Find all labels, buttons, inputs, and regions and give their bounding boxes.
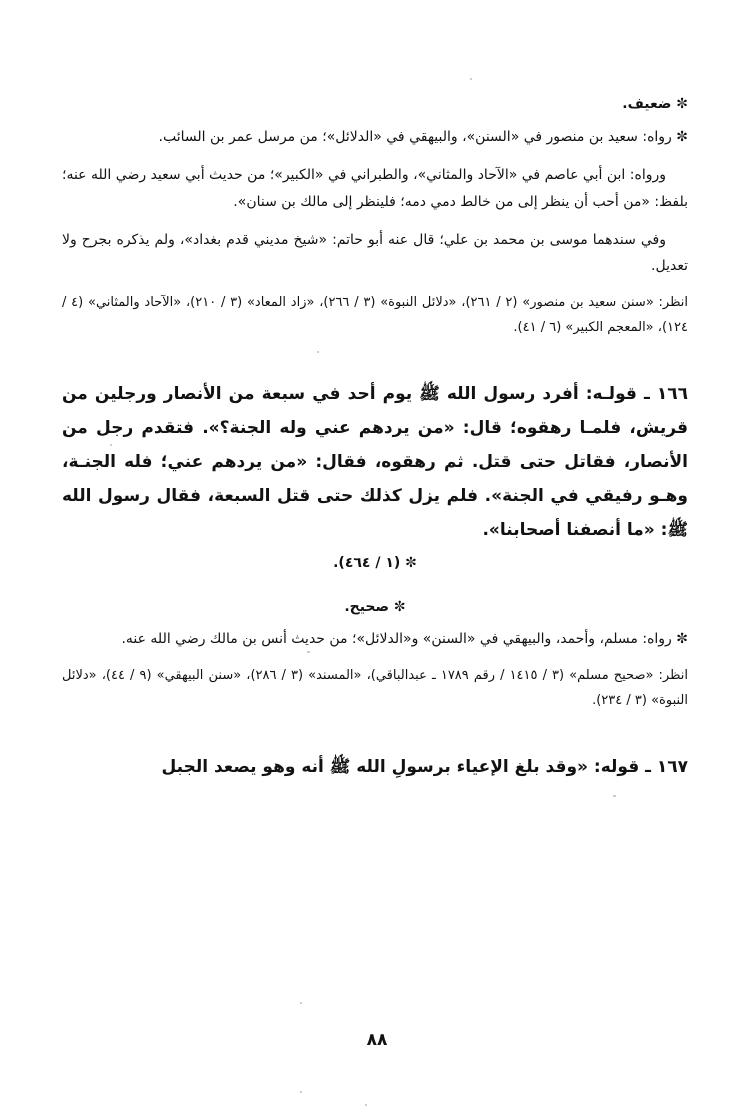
hadith-text-166: ١٦٦ ـ قولـه: أفرد رسول الله ﷺ يوم أحد في سبعة من الأنصار ورجلين من قريش، فلمـا رهقوه؛ قال: «من يردهم عني وله الجنة؟». فتقدم رجل من الأنصار، فقاتل حتى قتل. ثم رهقوه، فقال: «من يردهم عني؛ فله الجنـة، وهـو رفيقي في الجنة». فلم يزل كذلك حتى قتل السبعة، فقال رسول الله ﷺ: «ما أنصفنا أصحابنا». (62, 383, 688, 540)
scan-speck (365, 1104, 367, 1106)
scan-speck (300, 1091, 302, 1093)
scan-speck (613, 795, 616, 797)
entry-166 (62, 377, 688, 714)
scan-speck (317, 351, 319, 353)
entry-165-tail (62, 92, 688, 341)
scan-speck (307, 651, 310, 653)
takhrij-paragraph-3: وفي سندهما موسى بن محمد بن علي؛ قال عنه أبو حاتم: «شيخ مديني قدم بغداد»، ولم يذكره بجرح ولا تعديل. (62, 231, 688, 275)
page-number: ٨٨ (366, 1030, 388, 1050)
source-references-166: انظر: «صحيح مسلم» (٣ / ١٤١٥ / رقم ١٧٨٩ ـ عبدالباقي)، «المسند» (٣ / ٢٨٦)، «سنن البيهقي» (٩ / ٤٤)، «دلائل النبوة» (٣ / ٢٣٤). (62, 668, 688, 708)
entry-167 (62, 750, 688, 784)
scan-speck (110, 444, 112, 446)
takhrij-paragraph-2: ورواه: ابن أبي عاصم في «الآحاد والمثاني»، والطبراني في «الكبير»؛ من حديث أبي سعيد رضي الله عنه؛ بلفظ: «من أحب أن ينظر إلى من خالط دمي دمه؛ فلينظر إلى مالك بن سنان». (62, 166, 688, 210)
hadith-grade-sahih: ✼ صحيح. (344, 598, 406, 615)
volume-page-reference-166: ✼ (١ / ٤٦٤). (333, 554, 417, 571)
takhrij-paragraph-1: ✼ رواه: سعيد بن منصور في «السنن»، والبيهقي في «الدلائل»؛ من مرسل عمر بن السائب. (158, 128, 688, 145)
scan-speck (300, 1002, 302, 1004)
hadith-grade-daeef: ✼ ضعيف. (622, 96, 688, 112)
hadith-text-167: ١٦٧ ـ قوله: «وقد بلغ الإعياء برسولِ الله ﷺ أنه وهو يصعد الجبل (161, 756, 688, 777)
takhrij-paragraph-166: ✼ رواه: مسلم، وأحمد، والبيهقي في «السنن» و«الدلائل»؛ من حديث أنس بن مالك رضي الله عنه. (121, 631, 688, 648)
scan-speck (470, 78, 472, 80)
source-references-165: انظر: «سنن سعيد بن منصور» (٢ / ٢٦١)، «دلائل النبوة» (٣ / ٢٦٦)، «زاد المعاد» (٣ / ٢١٠)، «الآحاد والمثاني» (٤ / ١٢٤)، «المعجم الكبير» (٦ / ٤١). (62, 295, 688, 335)
